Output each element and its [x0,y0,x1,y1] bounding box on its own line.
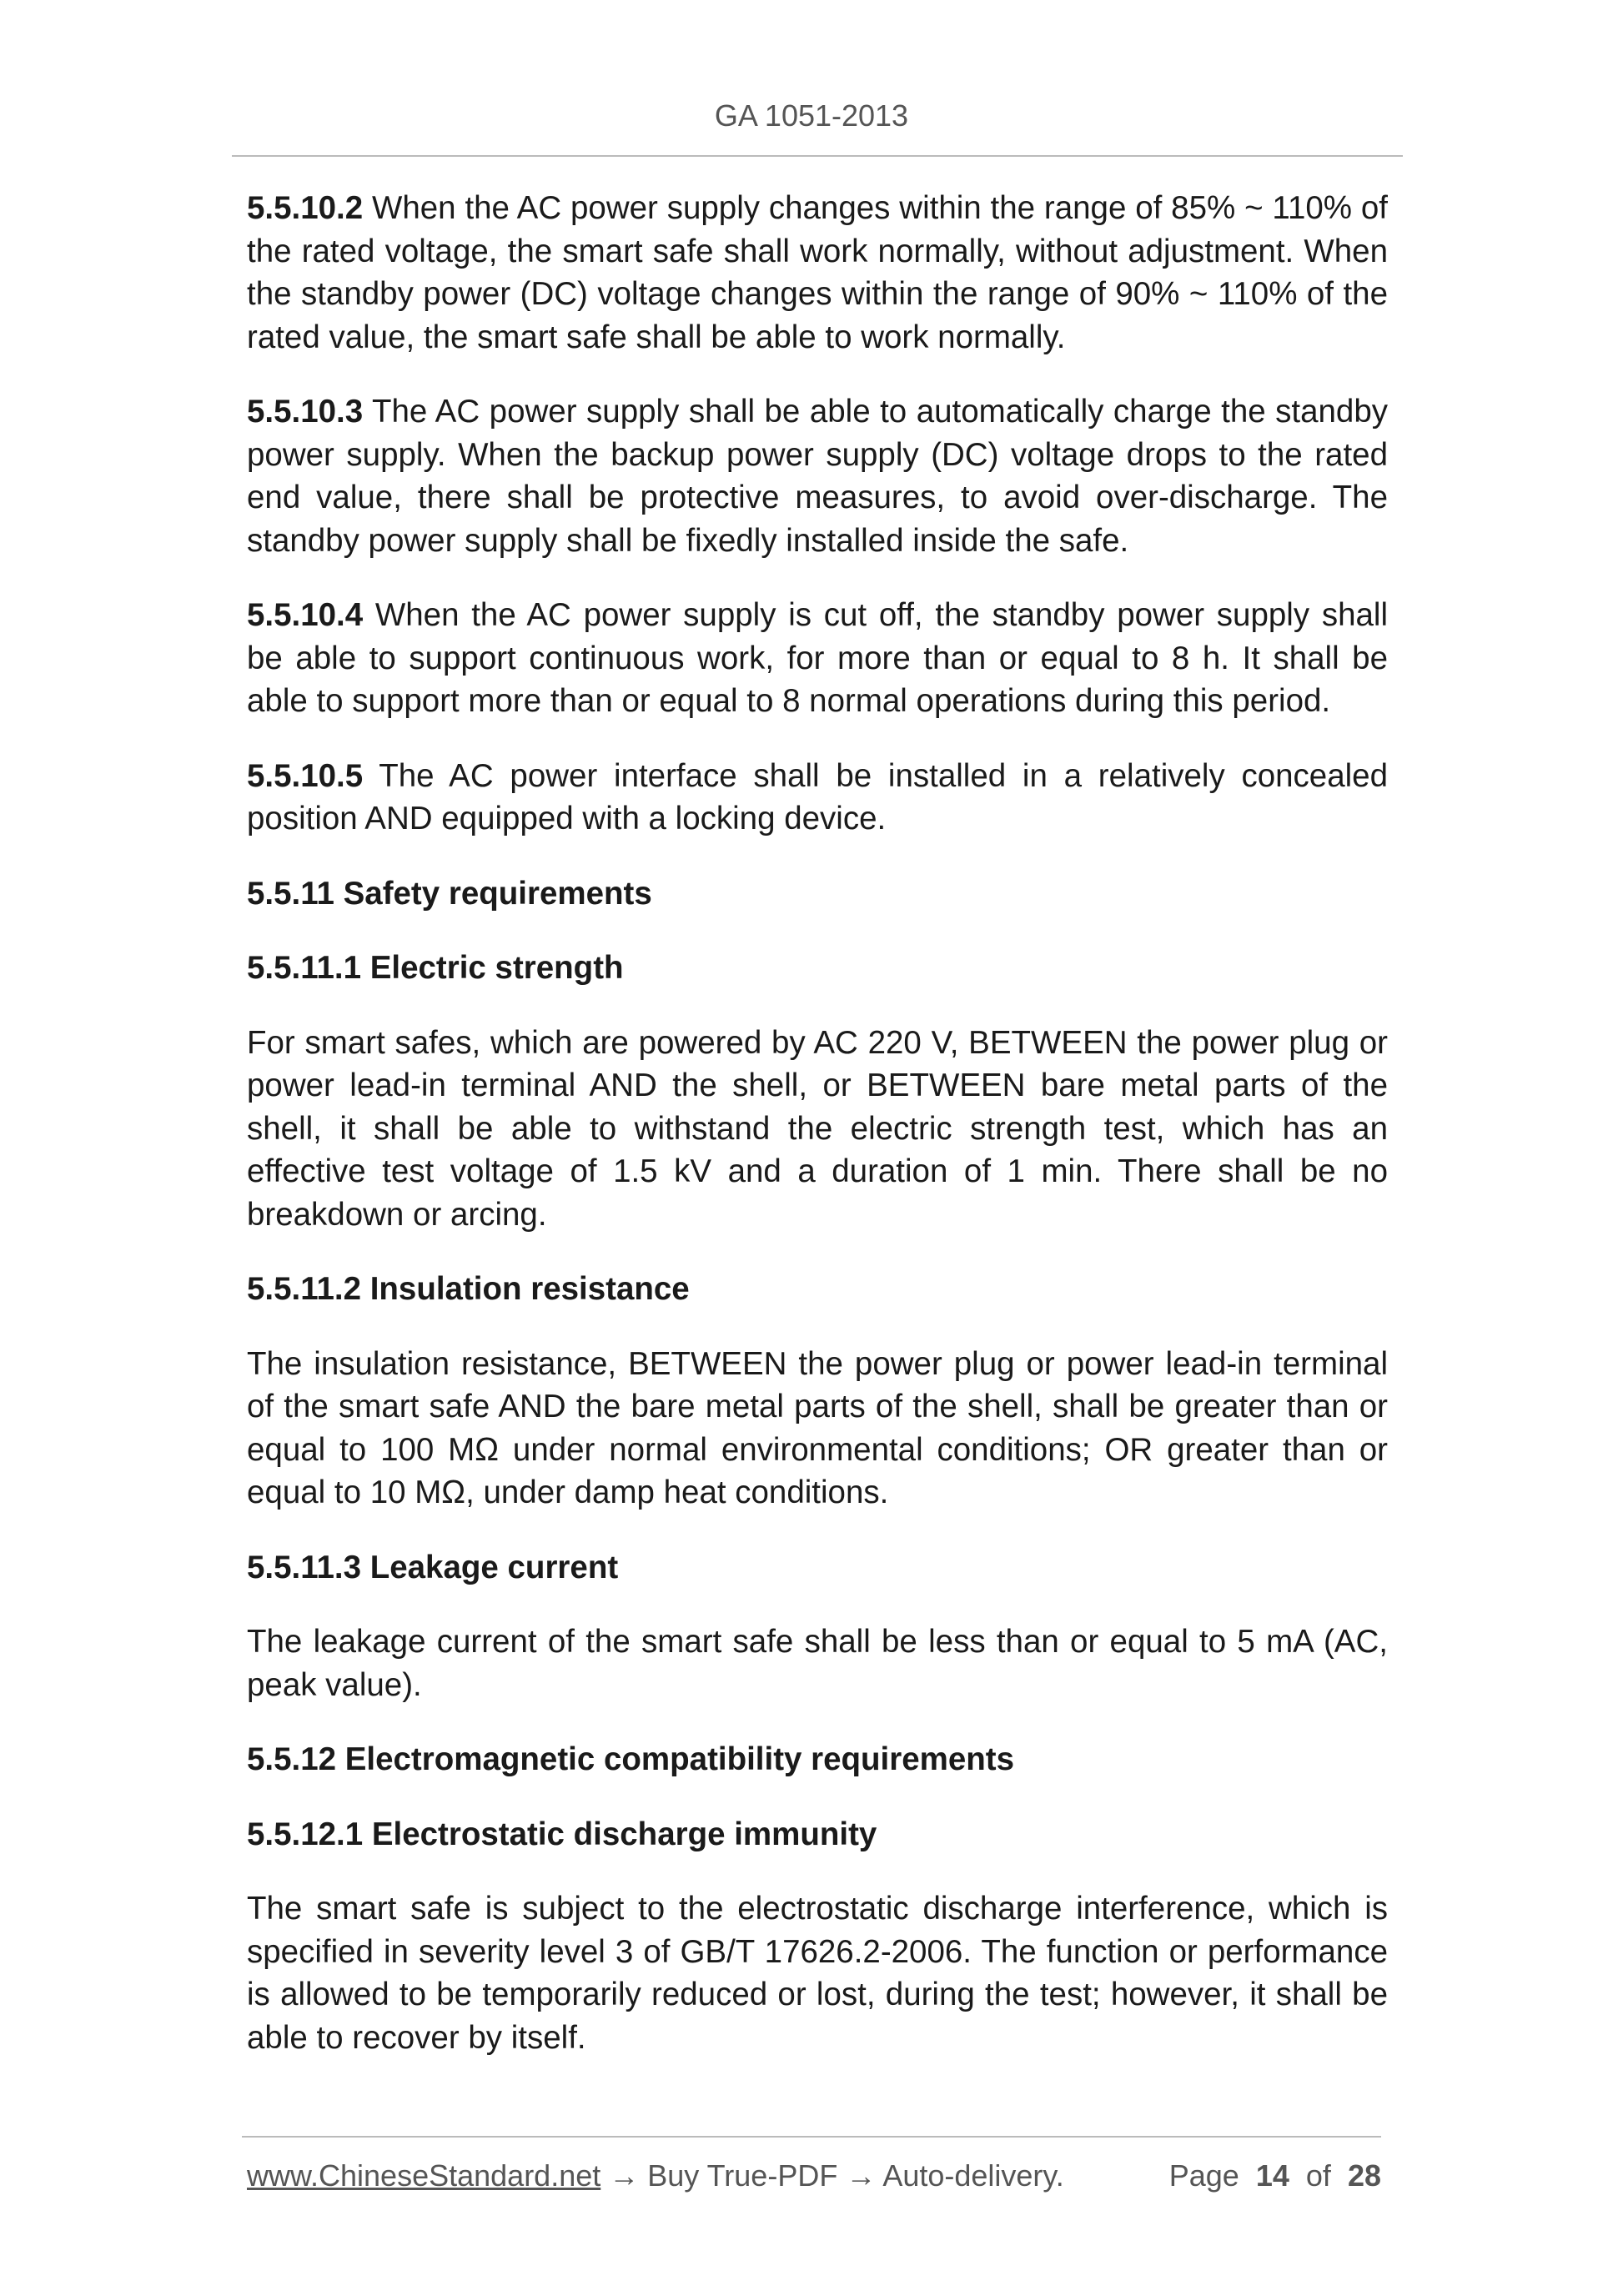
leakage-current-text: The leakage current of the smart safe shall be less than or equal to 5 mA (AC, peak value). [247,1624,1388,1703]
heading-safety-requirements: 5.5.11 Safety requirements [247,875,652,912]
heading-insulation-resistance: 5.5.11.2 Insulation resistance [247,1271,690,1307]
electric-strength-text: For smart safes, which are powered by AC 220 V, BETWEEN the power plug or power lead-in terminal AND the shell, or BETWEEN bare metal parts of the shell, it shall be able to withstand the electric strength test, which has an effective test voltage of 1.5 kV and a duration of 1 min. There shall be no breakdown or arcing. [247,1024,1388,1233]
clause-5-5-10-3 [247,390,1388,562]
heading-leakage-current: 5.5.11.3 Leakage current [247,1549,619,1585]
header-divider [232,155,1403,157]
clause-5-5-10-2 [247,187,1388,359]
heading-electric-strength: 5.5.11.1 Electric strength [247,950,624,986]
clause-number: 5.5.10.5 [247,757,364,794]
clause-number: 5.5.10.4 [247,597,364,633]
document-body [247,187,1388,2059]
footer-tagline: → Buy True-PDF → Auto-delivery. [600,2158,1064,2193]
current-page-number: 14 [1255,2158,1289,2193]
clause-5-5-10-5 [247,755,1388,841]
page-footer [247,2158,1381,2193]
document-id-header: GA 1051-2013 [714,98,909,133]
heading-esd-immunity: 5.5.12.1 Electrostatic discharge immunity [247,1816,877,1852]
of-label: of [1305,2158,1331,2193]
clause-text: The AC power supply shall be able to automatically charge the standby power supply. When the backup power supply (DC) voltage drops to the rated end value, there shall be protective measures, to avoid over-discharge. The standby power supply shall be fixedly installed inside the safe. [247,394,1388,559]
esd-immunity-text: The smart safe is subject to the electrostatic discharge interference, which is specified in severity level 3 of GB/T 17626.2-2006. The function or performance is allowed to be temporarily reduced or lost, during the test; however, it shall be able to recover by itself. [247,1891,1388,2056]
clause-number: 5.5.10.2 [247,190,364,226]
clause-text: When the AC power supply changes within the range of 85% ~ 110% of the rated voltage, the smart safe shall work normally, without adjustment. When the standby power (DC) voltage changes within the range of 90% ~ 110% of the rated value, the smart safe shall be able to work normally. [247,190,1388,355]
page-indicator [1169,2158,1381,2193]
heading-emc-requirements: 5.5.12 Electromagnetic compatibility requirements [247,1741,1015,1777]
clause-5-5-10-4 [247,594,1388,723]
insulation-resistance-text: The insulation resistance, BETWEEN the power plug or power lead-in terminal of the smart safe AND the bare metal parts of the shell, shall be greater than or equal to 100 MΩ under normal environmental conditions; OR greater than or equal to 10 MΩ, under damp heat conditions. [247,1345,1388,1510]
footer-divider [242,2136,1381,2138]
page-label: Page [1168,2158,1239,2193]
clause-text: When the AC power supply is cut off, the standby power supply shall be able to support continuous work, for more than or equal to 8 h. It shall be able to support more than or equal to 8 normal operations during this period. [247,597,1389,719]
website-link[interactable]: www.ChineseStandard.net [247,2158,601,2193]
clause-text: The AC power interface shall be installed in a relatively concealed position AND equipped with a locking device. [247,757,1388,837]
total-page-count: 28 [1347,2158,1381,2193]
clause-number: 5.5.10.3 [247,394,364,430]
footer-promo [247,2158,1064,2193]
